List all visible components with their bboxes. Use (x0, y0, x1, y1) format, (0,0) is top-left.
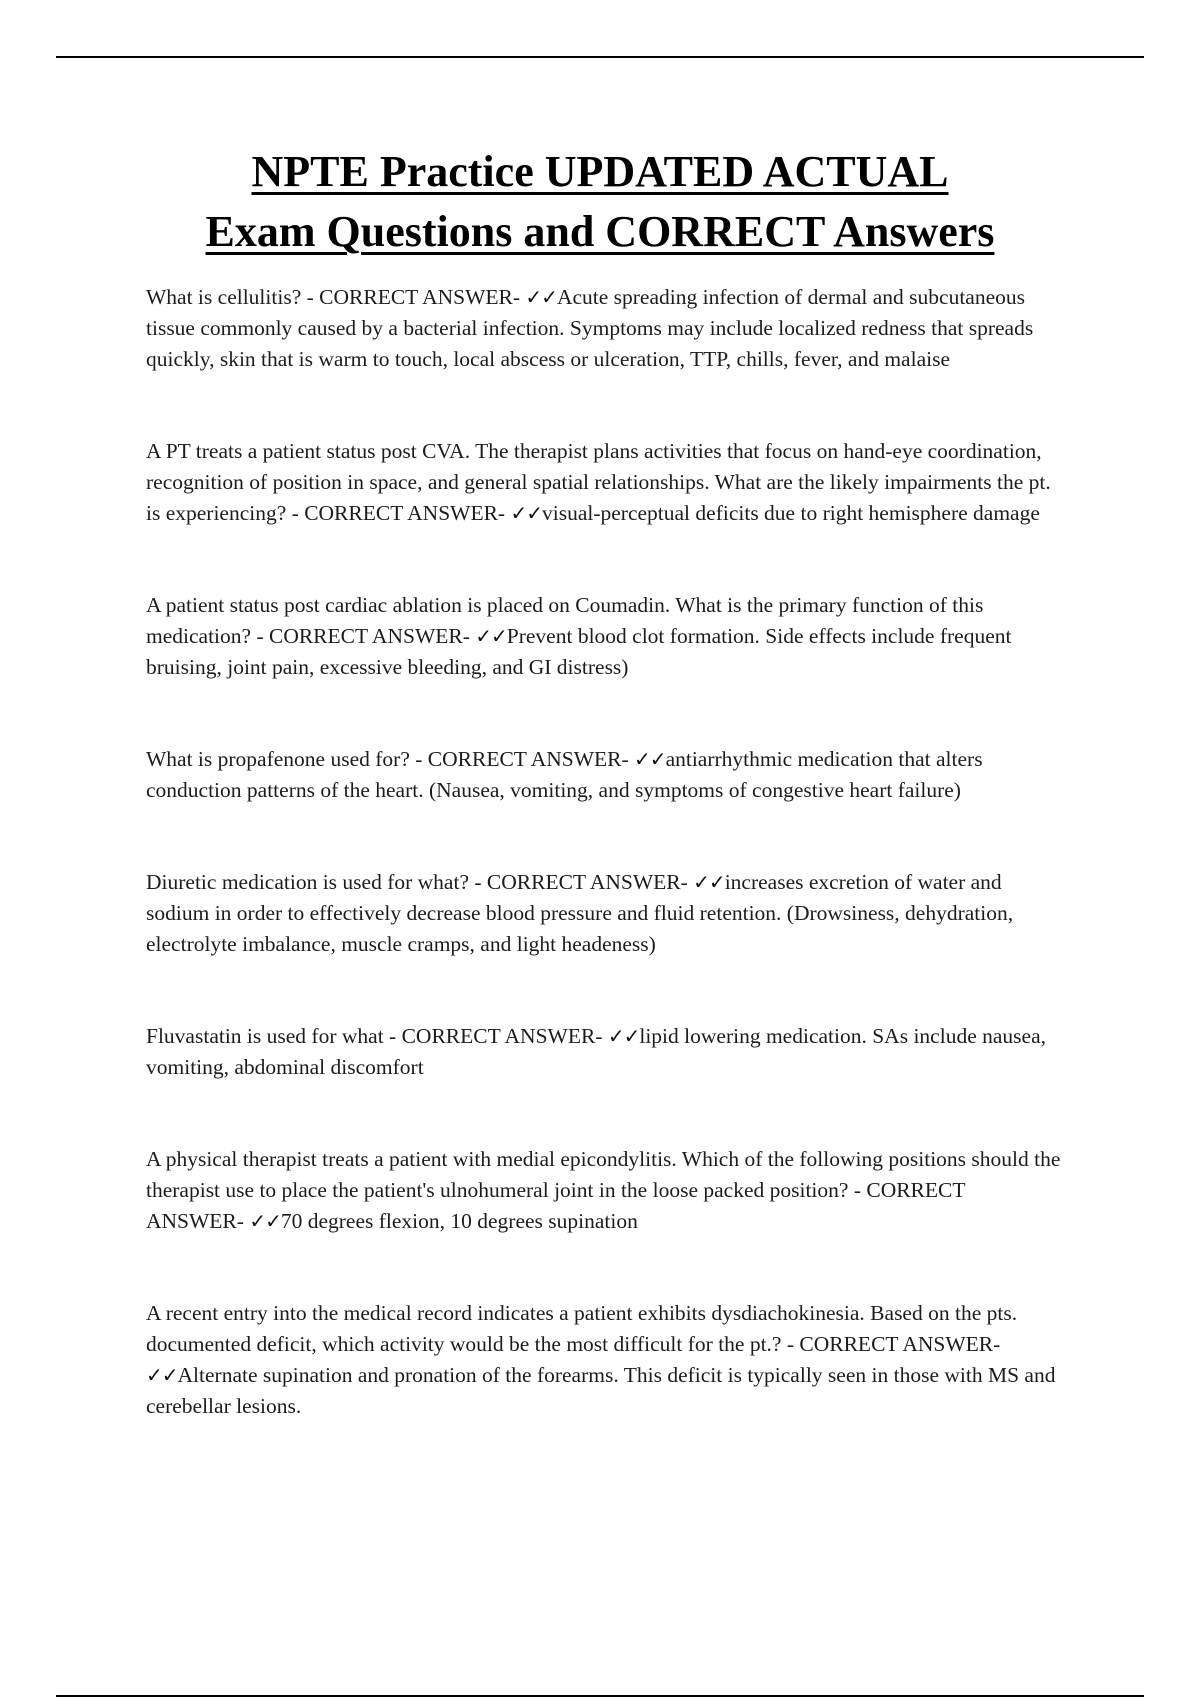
double-check-icon: ✓✓ (525, 285, 557, 309)
document-title (60, 142, 1140, 262)
double-check-icon: ✓✓ (249, 1209, 281, 1233)
qa-list (146, 282, 1066, 1483)
double-check-icon: ✓✓ (607, 1024, 640, 1048)
qa-item-5 (146, 867, 1066, 960)
question-text: A physical therapist treats a patient with medial epicondylitis. Which of the following positions should the therapist use to place the patient's ulnohumeral joint in the loose packed position? - CORRECT ANSWER- (146, 1147, 1061, 1233)
answer-text: Acute spreading infection of dermal and subcutaneous tissue commonly caused by a bacterial infection. Symptoms may include localized redness that spreads quickly, skin that is warm to touch, local abscess or ulceration, TTP, chills, fever, and malaise (146, 285, 1034, 371)
double-check-icon: ✓✓ (693, 870, 725, 894)
answer-text: 70 degrees flexion, 10 degrees supination (280, 1209, 638, 1233)
double-check-icon: ✓✓ (634, 747, 666, 771)
double-check-icon: ✓✓ (510, 501, 542, 525)
question-text: What is cellulitis? - CORRECT ANSWER- (146, 285, 526, 309)
qa-item-6 (146, 1021, 1066, 1083)
answer-text: lipid lowering medication. SAs include nausea, vomiting, abdominal discomfort (146, 1024, 1046, 1079)
question-text: Diuretic medication is used for what? - CORRECT ANSWER- (146, 870, 694, 894)
qa-item-2 (146, 436, 1066, 529)
answer-text: Prevent blood clot formation. Side effects include frequent bruising, joint pain, excessive bleeding, and GI distress) (146, 624, 1012, 679)
answer-text: visual-perceptual deficits due to right hemisphere damage (541, 501, 1040, 525)
qa-item-1 (146, 282, 1066, 375)
answer-text: antiarrhythmic medication that alters conduction patterns of the heart. (Nausea, vomiting, and symptoms of congestive heart failure) (146, 747, 983, 802)
answer-text: increases excretion of water and sodium in order to effectively decrease blood pressure and fluid retention. (Drowsiness, dehydration, electrolyte imbalance, muscle cramps, and light headeness) (146, 870, 1014, 956)
title-line-1: NPTE Practice UPDATED ACTUAL (251, 147, 949, 196)
double-check-icon: ✓✓ (146, 1363, 178, 1387)
question-text: Fluvastatin is used for what - CORRECT ANSWER- (146, 1024, 608, 1048)
title-line-2: Exam Questions and CORRECT Answers (205, 207, 995, 256)
qa-item-7 (146, 1144, 1066, 1237)
bottom-rule (56, 1695, 1144, 1697)
qa-item-3 (146, 590, 1066, 683)
question-text: A recent entry into the medical record indicates a patient exhibits dysdiachokinesia. Based on the pts. documented deficit, which activity would be the most difficult for the pt.? - CORRECT ANSWER- (146, 1301, 1018, 1356)
qa-item-4 (146, 744, 1066, 806)
question-text: A patient status post cardiac ablation is placed on Coumadin. What is the primary function of this medication? - CORRECT ANSWER- (146, 593, 984, 648)
question-text: A PT treats a patient status post CVA. The therapist plans activities that focus on hand-eye coordination, recognition of position in space, and general spatial relationships. What are the likely impairments the pt. is experiencing? - CORRECT ANSWER- (146, 439, 1051, 525)
qa-item-8 (146, 1298, 1066, 1422)
answer-text: Alternate supination and pronation of the forearms. This deficit is typically seen in those with MS and cerebellar lesions. (146, 1363, 1056, 1418)
question-text: What is propafenone used for? - CORRECT ANSWER- (146, 747, 635, 771)
double-check-icon: ✓✓ (475, 624, 507, 648)
top-rule (56, 56, 1144, 58)
